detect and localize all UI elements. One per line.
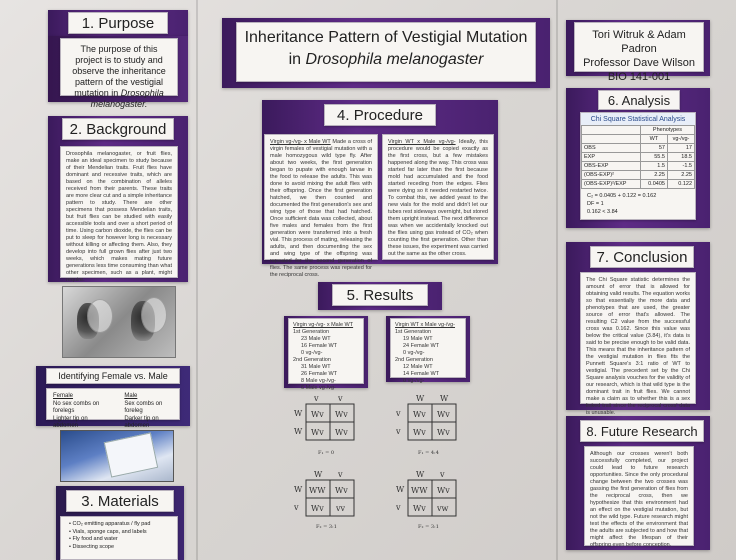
svg-text:Wv: Wv bbox=[437, 486, 450, 495]
punnett-square-f2-cross-1 bbox=[288, 472, 364, 532]
analysis-heading-text: 6. Analysis bbox=[607, 92, 671, 108]
procedure-cross-2-text: Ideally, this procedure would be copied exactly as the first cross, but a few mistakes happened along the way. This cross was started far later than the first because mold had accumulated and the food started receding from the edges. Flies were dying so it needed restarted twice. To combat this, we added yeast to the new vials for the mold and didn't let our tubes rest sideways overnight, but stored them upright instead. The next difference was when we accidentally knocked out the flies using gas instead of CO₂ when counting the first generation. Other than these issues, the experiment was carried out the same as the other cross. bbox=[388, 139, 488, 257]
svg-text:v: v bbox=[440, 470, 445, 479]
conclusion-heading bbox=[590, 246, 694, 268]
results-box-2 bbox=[390, 318, 466, 384]
chi-line: C₂ = 0.0405 + 0.122 = 0.162 bbox=[587, 193, 657, 199]
materials-heading bbox=[66, 490, 174, 512]
procedure-cross-1 bbox=[264, 134, 378, 278]
chi-line: DF = 1 bbox=[587, 201, 604, 207]
background-heading-text: 2. Background bbox=[69, 120, 167, 138]
list-item: 1st Generation bbox=[293, 329, 330, 335]
punnett-square-f2-cross-2 bbox=[390, 472, 466, 532]
list-item: 24 Female WT bbox=[403, 343, 440, 349]
svg-text:v: v bbox=[396, 427, 401, 436]
list-item: 31 Male WT bbox=[301, 364, 331, 370]
punnett-label: F₁ = 4:4 bbox=[418, 450, 439, 456]
svg-text:Wv: Wv bbox=[335, 486, 348, 495]
future-research-heading bbox=[580, 420, 704, 442]
punnett-square-f1-cross-2 bbox=[390, 396, 466, 458]
list-item: 12 Male WT bbox=[403, 364, 433, 370]
svg-text:Wv: Wv bbox=[437, 410, 450, 419]
fly-photo bbox=[62, 286, 176, 358]
right-fold-line bbox=[556, 0, 558, 560]
list-item: • Fly food and water bbox=[69, 536, 118, 542]
svg-text:Wv: Wv bbox=[413, 428, 426, 437]
column-header: vg-/vg- bbox=[667, 135, 694, 144]
male-fly-wing bbox=[141, 297, 167, 333]
procedure-cross-1-header: Virgin vg-/vg- x Male WT bbox=[270, 139, 331, 145]
identify-heading-text: Identifying Female vs. Male bbox=[58, 371, 168, 381]
list-item: 14 Female WT bbox=[403, 371, 440, 377]
title-prefix: in bbox=[288, 51, 302, 68]
results-heading-text: 5. Results bbox=[346, 286, 414, 304]
list-item: 1st Generation bbox=[395, 329, 432, 335]
title-line-1: Inheritance Pattern of Vestigial Mutation bbox=[244, 29, 528, 46]
svg-text:v: v bbox=[338, 470, 343, 479]
list-item: 0 vg-/vg- bbox=[403, 350, 425, 356]
svg-text:v: v bbox=[294, 503, 299, 512]
left-fold-line bbox=[196, 0, 198, 560]
list-item: • CO₂ emitting apparatus / fly pad bbox=[69, 521, 151, 527]
materials-heading-text: 3. Materials bbox=[81, 492, 159, 510]
conclusion-text: The Chi Square statistic determines the amount of error that is allowed for obtaining valid results. The equation works so that essentially the more data and phenotypes that are used, the greater source of error that's allowed. The resulting C2 value from the successful cross was 0.162. Since this value was below the critical value (3.84), it's data is said to be precise enough to be valid data. This means that the inheritance pattern of the vestigial mutation in flies fits the Punnett Square's 3:1 ratio of WT to vestigial. The precedent set by the Chi Square analysis vouches for the validity of our research, which is that wild type is the dominant trait in fruit flies. We cannot make a claim as to whether this is a sex linked trait since the reciprocal cross' data is unusable. bbox=[580, 272, 696, 404]
authors-card bbox=[574, 22, 704, 83]
chi-square-result bbox=[581, 189, 695, 219]
list-item: 6 Male vg-/vg- bbox=[301, 385, 336, 391]
female-fly-wing bbox=[87, 299, 113, 333]
list-item: 0 vg-/vg- bbox=[403, 378, 425, 384]
svg-text:W: W bbox=[396, 485, 405, 494]
title-line-2 bbox=[237, 49, 535, 71]
phenotypes-header: Phenotypes bbox=[640, 126, 694, 135]
course-code: BIO 141-001 bbox=[607, 71, 671, 83]
fly-pad-image bbox=[104, 432, 158, 477]
svg-text:Wv: Wv bbox=[335, 428, 348, 437]
svg-text:WW: WW bbox=[309, 486, 326, 495]
svg-text:W: W bbox=[416, 394, 425, 403]
svg-text:W: W bbox=[294, 427, 303, 436]
svg-text:Wv: Wv bbox=[311, 504, 324, 513]
male-line: Darker tip on abdomen bbox=[124, 415, 159, 429]
female-line: No sex combs on forelegs bbox=[53, 400, 100, 414]
list-item: 16 Female WT bbox=[301, 343, 338, 349]
sex-comparison bbox=[46, 388, 180, 429]
svg-text:Wv: Wv bbox=[413, 410, 426, 419]
identify-heading bbox=[46, 368, 180, 384]
svg-text:W: W bbox=[416, 470, 425, 479]
svg-text:Wv: Wv bbox=[311, 428, 324, 437]
procedure-cross-2 bbox=[382, 134, 494, 260]
svg-text:v: v bbox=[396, 409, 401, 418]
title-species: Drosophila melanogaster bbox=[305, 51, 484, 68]
background-text: Drosophila melanogaster, or fruit flies, make an ideal specimen to study because of their Mendelian traits. Fruit flies have dominant and recessive traits, which are based on the combination of alleles received from their parents. These traits are more clear cut and a simple inheritance pattern to study. There are other specimens that possess Mendelian traits, but fruit flies can be studied with easily accessible tools and over a short period of time. Using carbon dioxide, the flies can be put to sleep for however long is necessary without killing or affecting them. Also, they develop into full grown flies after just two weeks, which makes mating future generations less time consuming than what other specimen, such as a plant, might require. bbox=[60, 146, 178, 278]
list-item: • Vials, sponge caps, and labels bbox=[69, 528, 147, 535]
results-box-1-header: Virgin vg-/vg- x Male WT bbox=[293, 322, 354, 328]
column-header: WT bbox=[640, 135, 667, 144]
table-row: (OBS-EXP)²/EXP 0.0405 0.122 bbox=[582, 180, 695, 189]
female-line: Lighter tip on abdomen bbox=[53, 415, 88, 429]
svg-text:W: W bbox=[294, 409, 303, 418]
conclusion-heading-text: 7. Conclusion bbox=[596, 248, 688, 266]
female-column bbox=[53, 393, 108, 429]
list-item: 23 Male WT bbox=[301, 336, 331, 342]
svg-text:Wv: Wv bbox=[335, 410, 348, 419]
list-item: 8 Male vg-/vg- bbox=[301, 378, 336, 384]
procedure-cross-1-text: Made a cross of virgin females of vestigial mutation with a male homozygous wild type fly. After about two weeks, the first generation began to pupate with enough larvae in the food to release the adults. This was done to avoid mixing the adult flies with their offspring. Once the first generation hatched, we then counted and documented the first generation's sex and wing type of those that had hatched. Once sufficient data was collected, about five males and females from the first generation were transferred into a fresh vial. This process of mating, releasing the adults, and then documenting the sex and wing type of the offspring was repeated for the second generation of flies. The same process was repeated for the reciprocal cross. bbox=[270, 139, 372, 278]
punnett-square-f1-cross-1 bbox=[288, 396, 364, 458]
list-item: 26 Female WT bbox=[301, 371, 338, 377]
results-box-1 bbox=[288, 318, 364, 391]
svg-text:W: W bbox=[294, 485, 303, 494]
list-item: 2nd Generation bbox=[395, 357, 433, 363]
svg-text:v: v bbox=[396, 503, 401, 512]
svg-text:Wv: Wv bbox=[413, 504, 426, 513]
svg-text:WW: WW bbox=[411, 486, 428, 495]
table-row: (OBS-EXP)² 2.25 2.25 bbox=[582, 171, 695, 180]
male-label: Male bbox=[124, 393, 138, 399]
background-heading bbox=[62, 118, 174, 140]
purpose-species: Drosophila melanogaster. bbox=[90, 88, 164, 109]
svg-text:Wv: Wv bbox=[311, 410, 324, 419]
chi-line: 0.162 < 3.84 bbox=[587, 209, 618, 215]
procedure-heading-text: 4. Procedure bbox=[337, 106, 423, 124]
list-item: • Dissecting scope bbox=[69, 543, 115, 550]
svg-text:W: W bbox=[440, 394, 449, 403]
punnett-label: F₂ = 3:1 bbox=[316, 524, 337, 530]
materials-list bbox=[60, 516, 178, 560]
future-research-heading-text: 8. Future Research bbox=[586, 423, 698, 439]
female-label: Female bbox=[53, 393, 74, 399]
future-research-text: Although our crosses weren't both successfully completed, our project could lead to future research opportunities. Since the only procedural change between the two crosses was gassing the first generation of flies from the reciprocal cross, then we hypothesize that this environment had an effect on the vestigial mutation, but not the wild type. Future research might test the effects of the environment that the adults are subjected to and how that might affect the lifespan of their offspring even before conception. bbox=[584, 446, 694, 546]
svg-text:v: v bbox=[338, 394, 343, 403]
list-item: 19 Male WT bbox=[403, 336, 433, 342]
poster-title bbox=[236, 22, 536, 82]
results-box-2-header: Virgin WT x Male vg-/vg- bbox=[395, 322, 456, 328]
male-line: Sex combs on foreleg bbox=[124, 400, 163, 414]
author-names: Tori Witruk & Adam Padron bbox=[592, 29, 686, 55]
table-row: OBS-EXP 1.5 -1.5 bbox=[582, 162, 695, 171]
table-row: OBS 57 17 bbox=[582, 144, 695, 153]
svg-text:W: W bbox=[314, 470, 323, 479]
purpose-text-body: The purpose of this project is to study and observe the inheritance pattern of the vestigial mutation in bbox=[72, 44, 166, 98]
chi-square-table bbox=[581, 125, 695, 189]
procedure-heading bbox=[324, 104, 436, 126]
male-column bbox=[124, 393, 173, 429]
lab-equipment-photo bbox=[60, 430, 174, 482]
purpose-heading-text: 1. Purpose bbox=[81, 14, 155, 32]
table-row: EXP 55.5 18.5 bbox=[582, 153, 695, 162]
chi-square-caption: Chi Square Statistical Analysis bbox=[581, 113, 695, 125]
punnett-label: F₂ = 3:1 bbox=[418, 524, 439, 530]
chi-square-card bbox=[580, 112, 696, 220]
results-heading bbox=[332, 284, 428, 306]
purpose-heading bbox=[68, 12, 168, 34]
professor-name: Professor Dave Wilson bbox=[583, 57, 695, 69]
svg-text:vw: vw bbox=[437, 504, 449, 513]
svg-text:v: v bbox=[314, 394, 319, 403]
list-item: 0 vg-/vg- bbox=[301, 350, 323, 356]
svg-text:vv: vv bbox=[336, 504, 346, 513]
analysis-heading bbox=[598, 90, 680, 110]
purpose-text bbox=[60, 38, 178, 109]
punnett-label: F₁ = 0 bbox=[318, 450, 335, 456]
svg-text:Wv: Wv bbox=[437, 428, 450, 437]
procedure-cross-2-header: Virgin WT x Male vg-/vg- bbox=[388, 139, 456, 145]
list-item: 2nd Generation bbox=[293, 357, 331, 363]
